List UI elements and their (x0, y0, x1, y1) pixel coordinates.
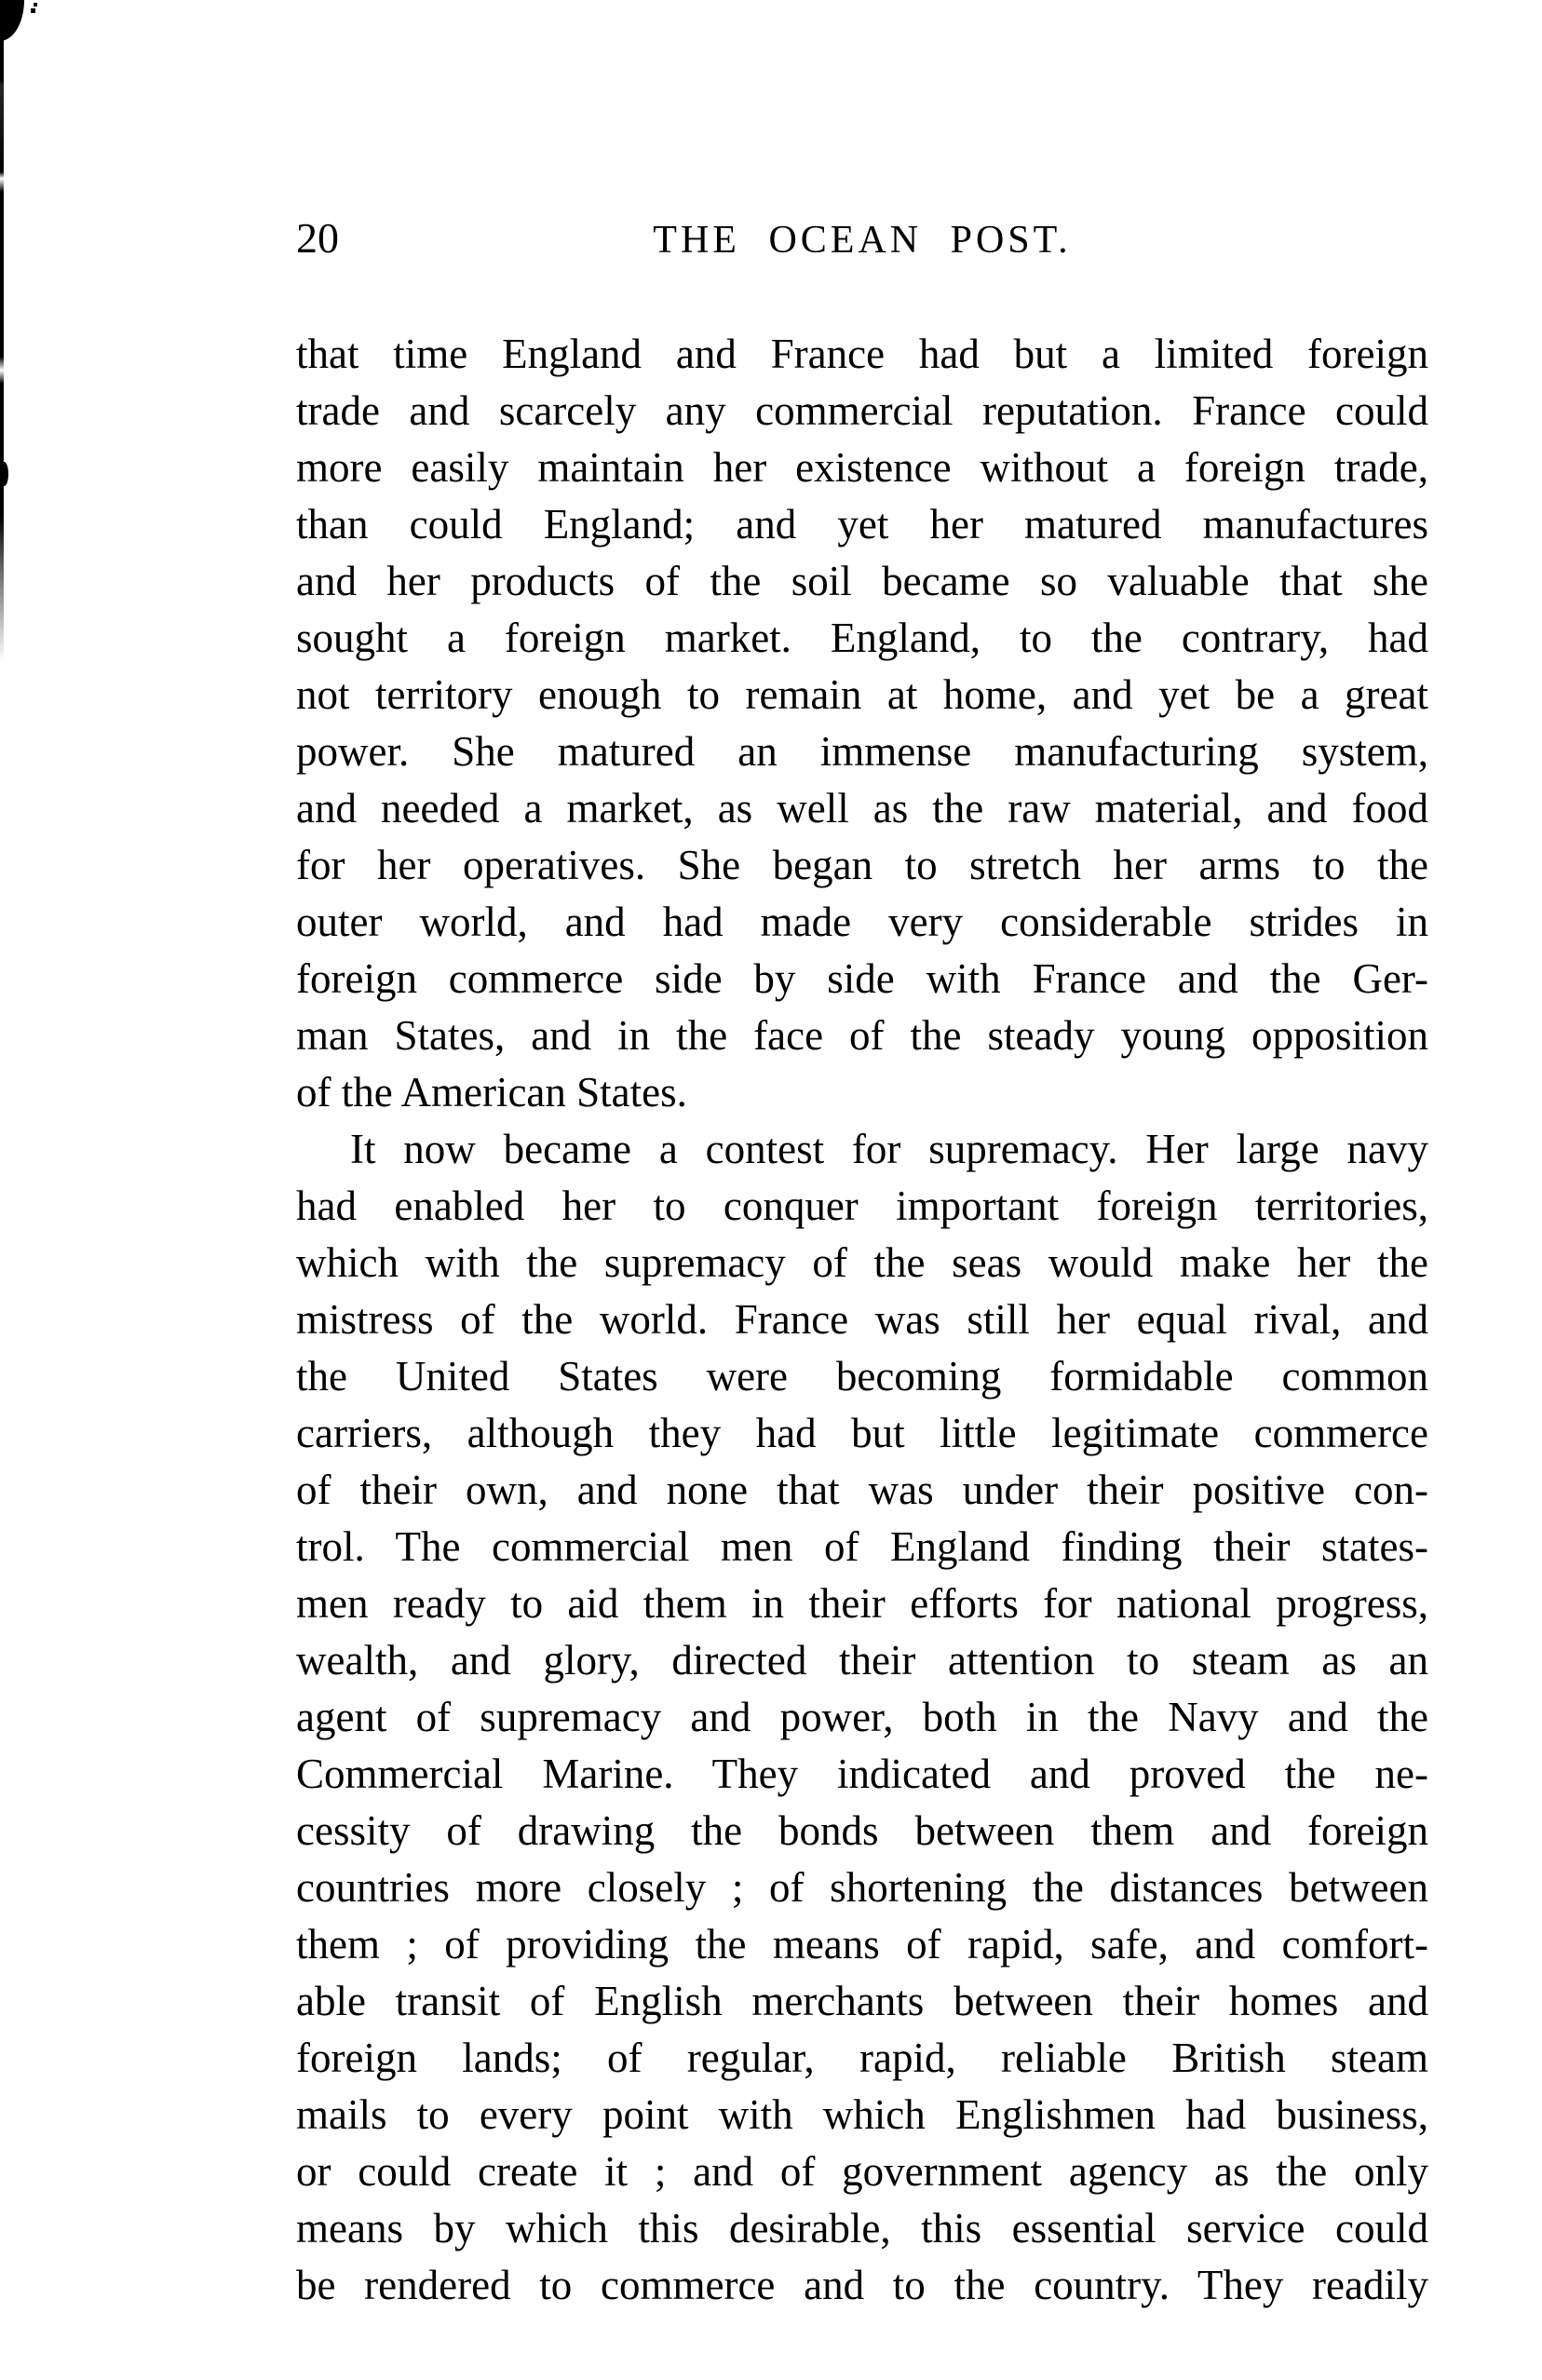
text-line: able transit of English merchants between their homes and (296, 1978, 1428, 2024)
text-line: It now became a contest for supremacy. Her large navy (350, 1126, 1428, 1172)
text-line: and needed a market, as well as the raw material, and food (296, 785, 1428, 832)
text-line: countries more closely ; of shortening the distances between (296, 1864, 1428, 1911)
text-line: more easily maintain her existence without a foreign trade, (296, 444, 1428, 491)
text-line: had enabled her to conquer important foreign territories, (296, 1183, 1428, 1229)
text-line: means by which this desirable, this essential service could (296, 2205, 1428, 2252)
text-line: which with the supremacy of the seas would make her the (296, 1239, 1428, 1286)
running-head (296, 214, 1428, 266)
text-line: trol. The commercial men of England finding their states- (296, 1523, 1428, 1570)
text-line: that time England and France had but a limited foreign (296, 331, 1428, 377)
text-line: the United States were becoming formidable common (296, 1353, 1428, 1400)
text-line: for her operatives. She began to stretch her arms to the (296, 842, 1428, 888)
text-line: agent of supremacy and power, both in the Navy and the (296, 1694, 1428, 1740)
text-line: men ready to aid them in their efforts for national progress, (296, 1580, 1428, 1627)
text-line: wealth, and glory, directed their attention to steam as an (296, 1637, 1428, 1684)
scan-speck-artifact (34, 3, 37, 7)
text-line: them ; of providing the means of rapid, safe, and comfort- (296, 1921, 1428, 1968)
text-line: foreign commerce side by side with France and the Ger- (296, 955, 1428, 1002)
text-line: foreign lands; of regular, rapid, reliable British steam (296, 2035, 1428, 2081)
text-line: mails to every point with which Englishmen had business, (296, 2091, 1428, 2138)
scan-speck-artifact (31, 8, 35, 13)
text-line: power. She matured an immense manufacturing system, (296, 728, 1428, 775)
text-line: of their own, and none that was under their positive con- (296, 1467, 1428, 1513)
text-line: than could England; and yet her matured manufactures (296, 501, 1428, 548)
text-line: cessity of drawing the bonds between them and foreign (296, 1807, 1428, 1854)
text-line: mistress of the world. France was still her equal rival, and (296, 1296, 1428, 1343)
text-line: and her products of the soil became so valuable that she (296, 558, 1428, 604)
scan-edge-blob-artifact (0, 462, 8, 486)
page-number: 20 (296, 214, 339, 262)
text-line: trade and scarcely any commercial reputation. France could (296, 387, 1428, 434)
text-line: outer world, and had made very considerable strides in (296, 899, 1428, 945)
text-line: or could create it ; and of government agency as the only (296, 2148, 1428, 2195)
scan-left-edge-artifact (0, 0, 4, 661)
text-line: man States, and in the face of the steady young opposition (296, 1012, 1428, 1059)
paragraph (296, 326, 1428, 1121)
running-title: THE OCEAN POST. (653, 219, 1072, 262)
text-line: not territory enough to remain at home, and yet be a great (296, 671, 1428, 718)
text-block (296, 326, 1428, 2314)
text-line: Commercial Marine. They indicated and proved the ne- (296, 1751, 1428, 1797)
paragraph (296, 1121, 1428, 2314)
text-line: be rendered to commerce and to the country. They readily (296, 2262, 1428, 2308)
text-line: of the American States. (296, 1069, 687, 1116)
text-line: carriers, although they had but little legitimate commerce (296, 1410, 1428, 1456)
text-line: sought a foreign market. England, to the contrary, had (296, 615, 1428, 661)
